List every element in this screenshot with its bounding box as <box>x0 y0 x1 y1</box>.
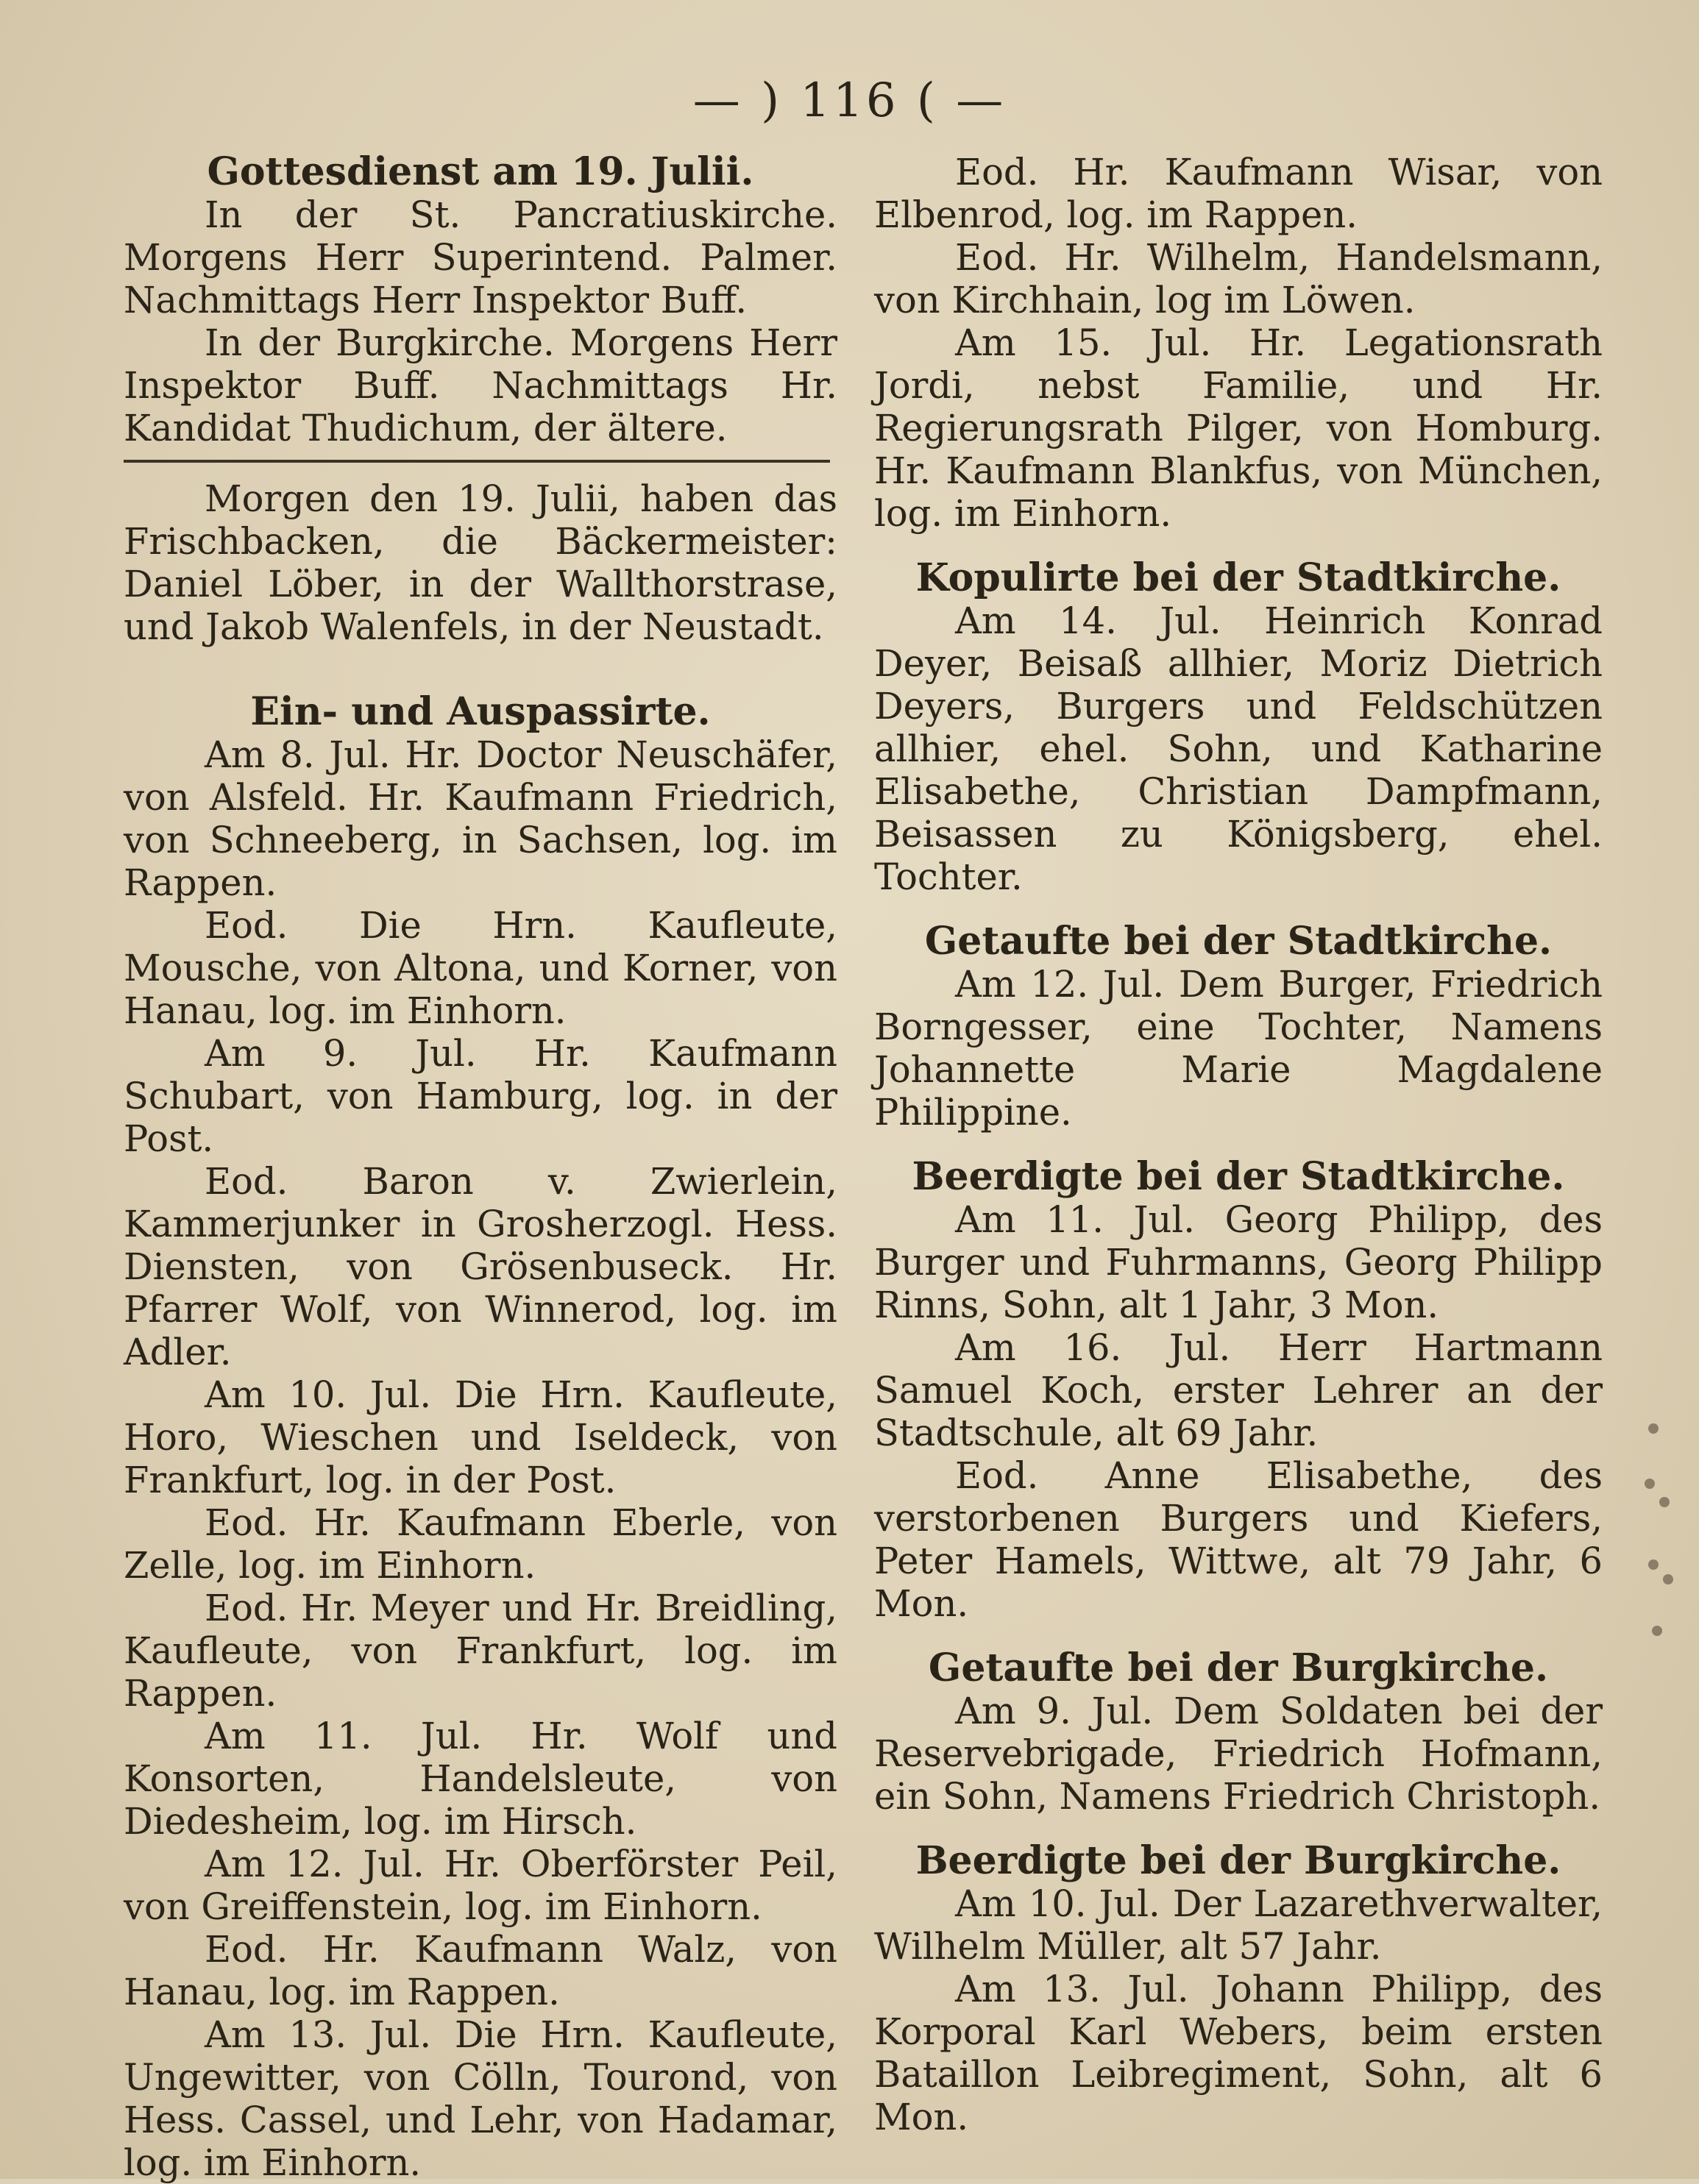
right-column <box>874 151 1603 2138</box>
beerdigte-burgkirche-heading: Beerdigte bei der Burgkirche. <box>915 1838 1561 1883</box>
divider-rule <box>124 460 830 463</box>
passirte-entry: Am 10. Jul. Die Hrn. Kaufleute, Horo, Wieschen und Iseldeck, von Frankfurt, log. in der Post. <box>124 1373 837 1501</box>
beerdigte-entry: Am 16. Jul. Herr Hartmann Samuel Koch, erster Lehrer an der Stadtschule, alt 69 Jahr. <box>874 1326 1603 1454</box>
beerdigte-entry: Am 13. Jul. Johann Philipp, des Korporal Karl Webers, beim ersten Bataillon Leibregiment, Sohn, alt 6 Mon. <box>874 1968 1603 2138</box>
passirte-entry: Eod. Hr. Wilhelm, Handelsmann, von Kirchhain, log im Löwen. <box>874 236 1603 321</box>
beerdigte-entry: Am 10. Jul. Der Lazarethverwalter, Wilhelm Müller, alt 57 Jahr. <box>874 1882 1603 1968</box>
passirte-entry: Eod. Baron v. Zwierlein, Kammerjunker in Grosherzogl. Hess. Diensten, von Grösenbuseck. Hr. Pfarrer Wolf, von Winnerod, log. im Adler. <box>124 1160 837 1373</box>
passirte-heading: Ein- und Auspassirte. <box>250 689 711 734</box>
passirte-entry: Eod. Die Hrn. Kaufleute, Mousche, von Altona, und Korner, von Hanau, log. im Einhorn. <box>124 904 837 1032</box>
beerdigte-stadtkirche-heading: Beerdigte bei der Stadtkirche. <box>912 1154 1565 1199</box>
kopulirte-paragraph: Am 14. Jul. Heinrich Konrad Deyer, Beisaß allhier, Moriz Dietrich Deyers, Burgers und Feldschützen allhier, ehel. Sohn, und Katharine Elisabethe, Christian Dampfmann, Beisassen zu Königsberg, ehel. Tochter. <box>874 600 1603 898</box>
passirte-entry: Am 9. Jul. Hr. Kaufmann Schubart, von Hamburg, log. in der Post. <box>124 1032 837 1160</box>
getaufte-burgkirche-heading: Getaufte bei der Burgkirche. <box>928 1646 1549 1690</box>
paper-speck <box>1645 1479 1655 1489</box>
passirte-entry: Am 13. Jul. Die Hrn. Kaufleute, Ungewitter, von Cölln, Tourond, von Hess. Cassel, und Lehr, von Hadamar, log. im Einhorn. <box>124 2013 837 2184</box>
getaufte-burgkirche-paragraph: Am 9. Jul. Dem Soldaten bei der Reservebrigade, Friedrich Hofmann, ein Sohn, Namens Friedrich Christoph. <box>874 1690 1603 1818</box>
beerdigte-entry: Eod. Anne Elisabethe, des verstorbenen Burgers und Kiefers, Peter Hamels, Wittwe, alt 79 Jahr, 6 Mon. <box>874 1454 1603 1625</box>
passirte-entry: Eod. Hr. Kaufmann Wisar, von Elbenrod, log. im Rappen. <box>874 151 1603 236</box>
passirte-entry: Am 15. Jul. Hr. Legationsrath Jordi, nebst Familie, und Hr. Regierungsrath Pilger, von Homburg. Hr. Kaufmann Blankfus, von München, log. im Einhorn. <box>874 321 1603 535</box>
passirte-entry: Am 8. Jul. Hr. Doctor Neuschäfer, von Alsfeld. Hr. Kaufmann Friedrich, von Schneeberg, in Sachsen, log. im Rappen. <box>124 733 837 904</box>
kopulirte-heading: Kopulirte bei der Stadtkirche. <box>915 555 1561 600</box>
passirte-entry: Eod. Hr. Kaufmann Walz, von Hanau, log. im Rappen. <box>124 1928 837 2013</box>
getaufte-stadtkirche-paragraph: Am 12. Jul. Dem Burger, Friedrich Borngesser, eine Tochter, Namens Johannette Marie Magdalene Philippine. <box>874 963 1603 1134</box>
passirte-entry: Eod. Hr. Meyer und Hr. Breidling, Kaufleute, von Frankfurt, log. im Rappen. <box>124 1587 837 1715</box>
paper-speck <box>1648 1423 1659 1434</box>
paper-speck <box>1652 1626 1662 1636</box>
beerdigte-entry: Am 11. Jul. Georg Philipp, des Burger und Fuhrmanns, Georg Philipp Rinns, Sohn, alt 1 Jahr, 3 Mon. <box>874 1198 1603 1326</box>
paper-speck <box>1663 1574 1673 1584</box>
passirte-entry: Am 11. Jul. Hr. Wolf und Konsorten, Handelsleute, von Diedesheim, log. im Hirsch. <box>124 1715 837 1843</box>
gottesdienst-heading: Gottesdienst am 19. Julii. <box>207 149 754 194</box>
paper-speck <box>1659 1497 1670 1507</box>
frischbacken-paragraph: Morgen den 19. Julii, haben das Frischbacken, die Bäckermeister: Daniel Löber, in der Wallthorstrase, und Jakob Walenfels, in der Neustadt. <box>124 477 837 648</box>
gottesdienst-paragraph: In der St. Pancratiuskirche. Morgens Herr Superintend. Palmer. Nachmittags Herr Inspektor Buff. <box>124 193 837 321</box>
left-column <box>124 151 837 2184</box>
paper-speck <box>1648 1559 1659 1570</box>
getaufte-stadtkirche-heading: Getaufte bei der Stadtkirche. <box>924 919 1553 964</box>
passirte-entry: Eod. Hr. Kaufmann Eberle, von Zelle, log. im Einhorn. <box>124 1501 837 1587</box>
gottesdienst-paragraph: In der Burgkirche. Morgens Herr Inspektor Buff. Nachmittags Hr. Kandidat Thudichum, der ältere. <box>124 321 837 449</box>
passirte-entry: Am 12. Jul. Hr. Oberförster Peil, von Greiffenstein, log. im Einhorn. <box>124 1843 837 1928</box>
page-number: — ) 116 ( — <box>692 74 1007 128</box>
